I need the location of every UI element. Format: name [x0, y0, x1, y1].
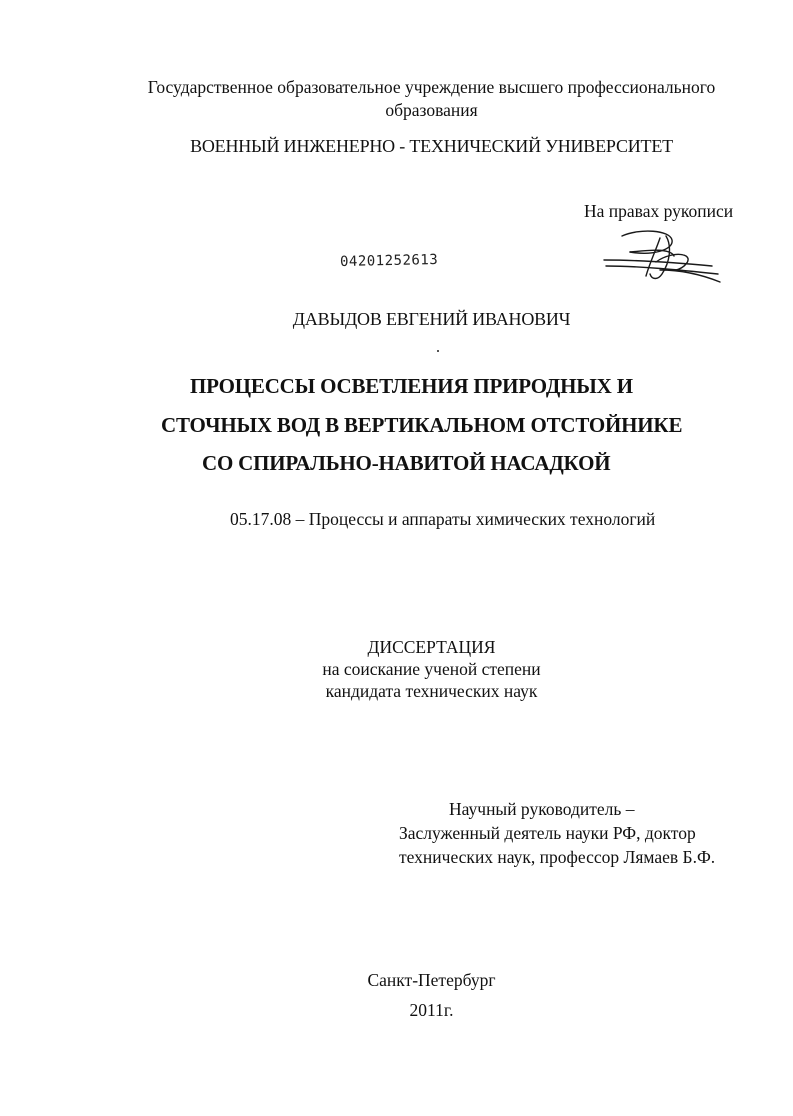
institution-name [0, 76, 793, 122]
dissertation-degree: кандидата технических наук [325, 681, 538, 701]
scan-speck [437, 350, 439, 352]
title-line-2: СТОЧНЫХ ВОД В ВЕРТИКАЛЬНОМ ОТСТОЙНИКЕ [161, 413, 683, 437]
signature-icon [600, 226, 725, 286]
dissertation-purpose: на соискание ученой степени [322, 659, 541, 679]
title-line-3: СО СПИРАЛЬНО-НАВИТОЙ НАСАДКОЙ [202, 451, 611, 475]
manuscript-rights-note: На правах рукописи [584, 201, 734, 221]
title-line-1: ПРОЦЕССЫ ОСВЕТЛЕНИЯ ПРИРОДНЫХ И [190, 374, 633, 398]
dissertation-block [0, 636, 793, 702]
year: 2011г. [409, 1000, 454, 1020]
supervisor-line-1: Научный руководитель – [449, 799, 635, 819]
registration-stamp-number: 04201252613 [339, 251, 439, 271]
specialty-code: 05.17.08 – Процессы и аппараты химических технологий [230, 509, 656, 529]
city: Санкт-Петербург [367, 970, 496, 990]
supervisor-line-2: Заслуженный деятель науки РФ, доктор [399, 823, 696, 843]
supervisor-line-3: технических наук, профессор Лямаев Б.Ф. [399, 847, 716, 867]
university-name: ВОЕННЫЙ ИНЖЕНЕРНО - ТЕХНИЧЕСКИЙ УНИВЕРСИТЕТ [190, 136, 673, 156]
dissertation-type: ДИССЕРТАЦИЯ [367, 637, 496, 657]
author-name: ДАВЫДОВ ЕВГЕНИЙ ИВАНОВИЧ [292, 309, 571, 329]
institution-line-2: образования [385, 100, 478, 120]
supervisor-block [399, 797, 715, 869]
institution-line-1: Государственное образовательное учреждение высшего профессионального [147, 77, 716, 97]
